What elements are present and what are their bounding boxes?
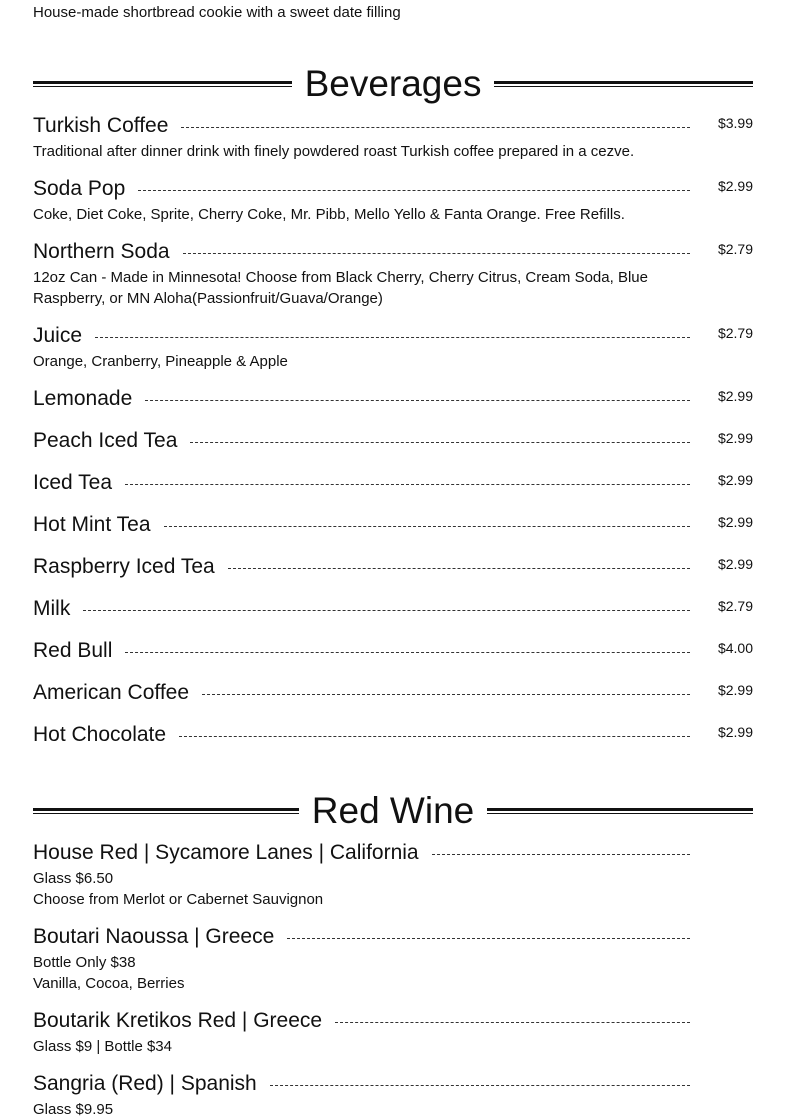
item-description: Traditional after dinner drink with finely powdered roast Turkish coffee prepared in a cezve. [33,143,635,160]
item-description: 12oz Can - Made in Minnesota! Choose from Black Cherry, Cherry Citrus, Cream Soda, Blue Raspberry, or MN Aloha(Passionfruit/Guava/Orange) [33,269,648,307]
menu-item [33,239,753,309]
red-wine-section-header [33,788,753,834]
menu-item [33,680,753,706]
header-rule-left [33,81,292,87]
leader-dots [164,526,691,527]
item-description: Orange, Cranberry, Pineapple & Apple [33,353,288,370]
item-name: Sangria (Red) | Spanish [33,1072,257,1095]
leader-dots [270,1085,690,1086]
item-name: House Red | Sycamore Lanes | California [33,841,419,864]
section-title-beverages: Beverages [304,63,482,104]
menu-item [33,1071,753,1120]
item-name: Soda Pop [33,177,126,200]
item-name: Peach Iced Tea [33,429,178,452]
leader-dots [287,938,690,939]
item-name: Red Bull [33,639,113,662]
leader-dots [181,127,690,128]
menu-item [33,386,753,412]
item-name: Lemonade [33,387,133,410]
item-price: $2.99 [717,556,753,572]
menu-item [33,840,753,910]
leader-dots [183,253,690,254]
item-price: $2.99 [717,682,753,698]
menu-item [33,512,753,538]
section-title-red-wine: Red Wine [311,790,475,831]
item-price: $2.99 [717,472,753,488]
item-price: $2.99 [717,724,753,740]
item-name: Juice [33,324,83,347]
item-name: Boutarik Kretikos Red | Greece [33,1009,323,1032]
item-description: Glass $9 | Bottle $34 [33,1038,172,1055]
header-rule-left [33,808,299,814]
item-name: Iced Tea [33,471,113,494]
item-price: $2.99 [717,430,753,446]
item-price: $2.99 [717,514,753,530]
item-price: $2.99 [717,178,753,194]
leader-dots [145,400,690,401]
leader-dots [190,442,690,443]
item-name: Northern Soda [33,240,170,263]
menu-item [33,722,753,748]
leader-dots [95,337,690,338]
item-price: $2.79 [717,598,753,614]
menu-item [33,638,753,664]
item-name: Raspberry Iced Tea [33,555,215,578]
beverages-section-header [33,61,753,107]
item-description: Bottle Only $38 Vanilla, Cocoa, Berries [33,954,185,992]
item-name: Hot Chocolate [33,723,167,746]
menu-item [33,470,753,496]
header-rule-right [494,81,753,87]
item-price: $2.79 [717,241,753,257]
leader-dots [125,652,690,653]
item-name: Milk [33,597,71,620]
menu-item [33,1008,753,1057]
item-price: $4.00 [717,640,753,656]
item-name: American Coffee [33,681,190,704]
item-description: Glass $6.50 Choose from Merlot or Cabernet Sauvignon [33,870,324,908]
menu-item [33,113,753,162]
menu-item [33,176,753,225]
menu-item [33,323,753,372]
item-name: Turkish Coffee [33,114,169,137]
leader-dots [125,484,690,485]
menu-item [33,554,753,580]
menu-item [33,924,753,994]
leader-dots [335,1022,690,1023]
leader-dots [138,190,690,191]
item-description: Coke, Diet Coke, Sprite, Cherry Coke, Mr. Pibb, Mello Yello & Fanta Orange. Free Refills. [33,206,625,223]
leader-dots [179,736,690,737]
item-name: Boutari Naoussa | Greece [33,925,275,948]
item-description: Glass $9.95 [33,1101,114,1118]
item-price: $2.99 [717,388,753,404]
item-price: $2.79 [717,325,753,341]
leader-dots [432,854,690,855]
item-price: $3.99 [717,115,753,131]
leader-dots [202,694,690,695]
header-rule-right [487,808,753,814]
leader-dots [83,610,690,611]
menu-item [33,428,753,454]
menu-item [33,596,753,622]
item-name: Hot Mint Tea [33,513,151,536]
intro-description: House-made shortbread cookie with a sweet date filling [33,4,401,21]
leader-dots [228,568,690,569]
